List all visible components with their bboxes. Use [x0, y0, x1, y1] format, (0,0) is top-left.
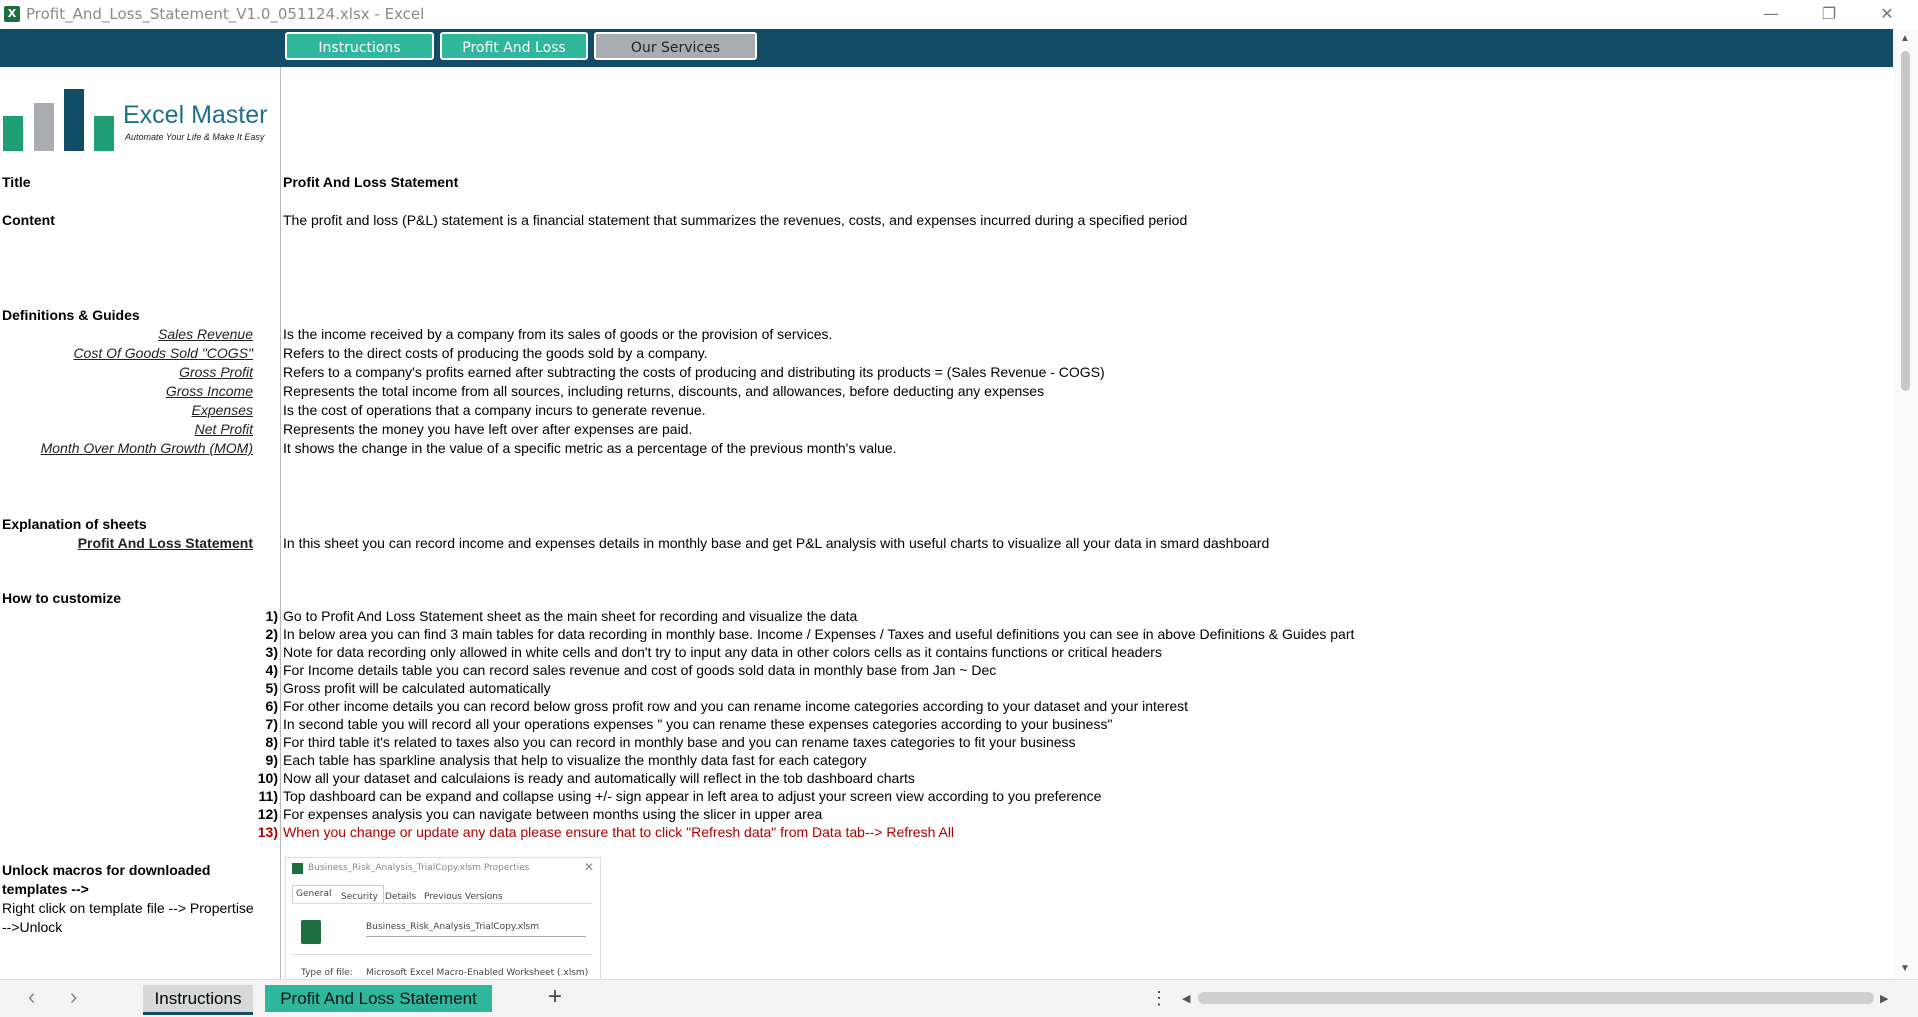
dialog-tab-security: Security	[341, 892, 378, 902]
more-options-icon[interactable]: ⋮	[1150, 988, 1168, 1008]
excel-master-logo	[3, 81, 278, 151]
horizontal-scroll-thumb[interactable]	[1198, 992, 1874, 1004]
step-number: 6)	[265, 698, 278, 714]
step-text: Top dashboard can be expand and collapse using +/- sign appear in left area to adjust your screen view according to you preference	[283, 788, 1102, 804]
unlock-label-line-2: templates -->	[2, 881, 89, 897]
customize-label: How to customize	[2, 590, 122, 606]
def-text-mom: It shows the change in the value of a specific metric as a percentage of the previous month's value.	[283, 440, 897, 456]
step-text: Now all your dataset and calculaions is ready and automatically will reflect in the tob dashboard charts	[283, 770, 915, 786]
step-number: 10)	[257, 770, 278, 786]
dialog-divider	[292, 954, 592, 955]
dialog-tab-previous-versions: Previous Versions	[424, 892, 503, 902]
unlock-text-line-1: Right click on template file --> Propertise	[2, 900, 254, 916]
step-number: 12)	[257, 806, 278, 822]
dialog-close-icon: ✕	[583, 860, 594, 874]
definitions-label: Definitions & Guides	[2, 307, 140, 323]
dialog-filename-field: Business_Risk_Analysis_TrialCopy.xlsm	[366, 920, 586, 937]
dialog-tab-details: Details	[385, 892, 417, 902]
sheet-tab-instructions[interactable]: Instructions	[143, 985, 253, 1015]
logo-name: Excel Master	[123, 101, 268, 129]
step-text: For expenses analysis you can navigate between months using the slicer in upper area	[283, 806, 823, 822]
def-term-expenses: Expenses	[191, 402, 253, 418]
step-number: 4)	[265, 662, 278, 678]
def-text-gross-income: Represents the total income from all sources, including returns, discounts, and allowances, before deducting any expenses	[283, 383, 1045, 399]
unlock-label-line-1: Unlock macros for downloaded	[2, 862, 211, 878]
dialog-type-value: Microsoft Excel Macro-Enabled Worksheet (.xlsm)	[366, 968, 589, 978]
excel-file-large-icon	[301, 920, 321, 944]
explanation-term: Profit And Loss Statement	[77, 535, 253, 551]
def-term-gross-profit: Gross Profit	[179, 364, 253, 380]
excel-icon: X	[4, 6, 20, 22]
window-title: Profit_And_Loss_Statement_V1.0_051124.xlsx - Excel	[26, 5, 425, 23]
restore-button[interactable]: ❐	[1821, 4, 1837, 23]
explanation-label: Explanation of sheets	[2, 516, 147, 532]
logo-bar-1	[3, 116, 23, 151]
title-value: Profit And Loss Statement	[283, 174, 459, 190]
step-number: 7)	[265, 716, 278, 732]
def-text-net-profit: Represents the money you have left over after expenses are paid.	[283, 421, 693, 437]
step-text: In second table you will record all your operations expenses " you can rename these expenses categories according to your business"	[283, 716, 1113, 732]
step-text: Gross profit will be calculated automatically	[283, 680, 551, 696]
scroll-up-icon[interactable]: ▲	[1900, 33, 1910, 44]
step-number: 1)	[265, 608, 278, 624]
step-text: Go to Profit And Loss Statement sheet as the main sheet for recording and visualize the data	[283, 608, 858, 624]
step-text: In below area you can find 3 main tables for data recording in monthly base. Income / Expenses / Taxes and useful definitions you can see in above Definitions & Guides part	[283, 626, 1355, 642]
unlock-text-line-2: -->Unlock	[2, 919, 63, 935]
dialog-tab-general: General	[296, 889, 332, 899]
dialog-type-label: Type of file:	[301, 968, 353, 978]
worksheet-grid[interactable]	[0, 67, 1893, 979]
logo-bar-3	[64, 89, 84, 151]
navigation-band	[0, 29, 1893, 67]
def-text-expenses: Is the cost of operations that a company incurs to generate revenue.	[283, 402, 706, 418]
logo-tagline: Automate Your Life & Make It Easy	[125, 132, 265, 142]
step-number: 8)	[265, 734, 278, 750]
scroll-down-icon[interactable]: ▼	[1900, 963, 1910, 974]
step-number: 11)	[258, 788, 278, 804]
properties-dialog-image	[285, 857, 601, 979]
close-button[interactable]: ✕	[1880, 4, 1894, 23]
def-term-net-profit: Net Profit	[194, 421, 253, 437]
vertical-scrollbar[interactable]	[1893, 29, 1918, 979]
step-number: 13)	[257, 824, 278, 840]
sheet-tab-bar	[0, 979, 1918, 1017]
logo-bar-4	[94, 116, 114, 151]
step-text-refresh: When you change or update any data please ensure that to click "Refresh data" from Data tab--> Refresh All	[283, 824, 955, 840]
content-label: Content	[2, 212, 55, 228]
column-divider	[280, 67, 281, 979]
add-sheet-icon[interactable]: +	[548, 983, 563, 1010]
step-number: 5)	[265, 680, 278, 696]
sheet-tab-profit-and-loss-statement[interactable]: Profit And Loss Statement	[265, 985, 492, 1012]
our-services-nav-button[interactable]: Our Services	[594, 32, 757, 60]
def-term-gross-income: Gross Income	[165, 383, 253, 399]
def-term-mom: Month Over Month Growth (MOM)	[40, 440, 253, 456]
instructions-nav-button[interactable]: Instructions	[285, 32, 434, 60]
title-bar	[0, 0, 1918, 29]
scroll-left-icon[interactable]: ◀	[1182, 993, 1191, 1005]
def-text-sales-revenue: Is the income received by a company from its sales of goods or the provision of services.	[283, 326, 833, 342]
step-text: Note for data recording only allowed in white cells and don't try to input any data in other colors cells as it contains functions or critical headers	[283, 644, 1162, 660]
title-label: Title	[2, 174, 31, 190]
step-text: Each table has sparkline analysis that help to visualize the monthly data fast for each category	[283, 752, 867, 768]
step-number: 3)	[265, 644, 278, 660]
excel-file-icon	[292, 863, 303, 874]
content-value: The profit and loss (P&L) statement is a financial statement that summarizes the revenues, costs, and expenses incurred during a specified period	[283, 212, 1188, 228]
explanation-text: In this sheet you can record income and expenses details in monthly base and get P&L analysis with useful charts to visualize all your data in smard dashboard	[283, 535, 1270, 551]
vertical-scroll-thumb[interactable]	[1901, 51, 1910, 391]
step-text: For third table it's related to taxes also you can record in monthly base and you can rename taxes categories to fit your business	[283, 734, 1076, 750]
step-number: 2)	[265, 626, 278, 642]
step-number: 9)	[265, 752, 278, 768]
def-term-cogs: Cost Of Goods Sold "COGS"	[73, 345, 253, 361]
def-term-sales-revenue: Sales Revenue	[158, 326, 253, 342]
def-text-gross-profit: Refers to a company's profits earned after subtracting the costs of producing and distributing its products = (Sales Revenue - COGS)	[283, 364, 1105, 380]
prev-sheet-icon[interactable]: ‹	[28, 984, 36, 1009]
def-text-cogs: Refers to the direct costs of producing the goods sold by a company.	[283, 345, 708, 361]
next-sheet-icon[interactable]: ›	[70, 984, 78, 1009]
step-text: For Income details table you can record sales revenue and cost of goods sold data in monthly base from Jan ~ Dec	[283, 662, 997, 678]
dialog-title: Business_Risk_Analysis_TrialCopy.xlsm Properties	[308, 863, 530, 873]
logo-bar-2	[34, 103, 54, 151]
minimize-button[interactable]: —	[1763, 4, 1779, 23]
scroll-right-icon[interactable]: ▶	[1880, 993, 1889, 1005]
profit-and-loss-nav-button[interactable]: Profit And Loss	[440, 32, 588, 60]
step-text: For other income details you can record below gross profit row and you can rename income categories according to your dataset and your interest	[283, 698, 1189, 714]
dialog-divider	[292, 903, 592, 904]
